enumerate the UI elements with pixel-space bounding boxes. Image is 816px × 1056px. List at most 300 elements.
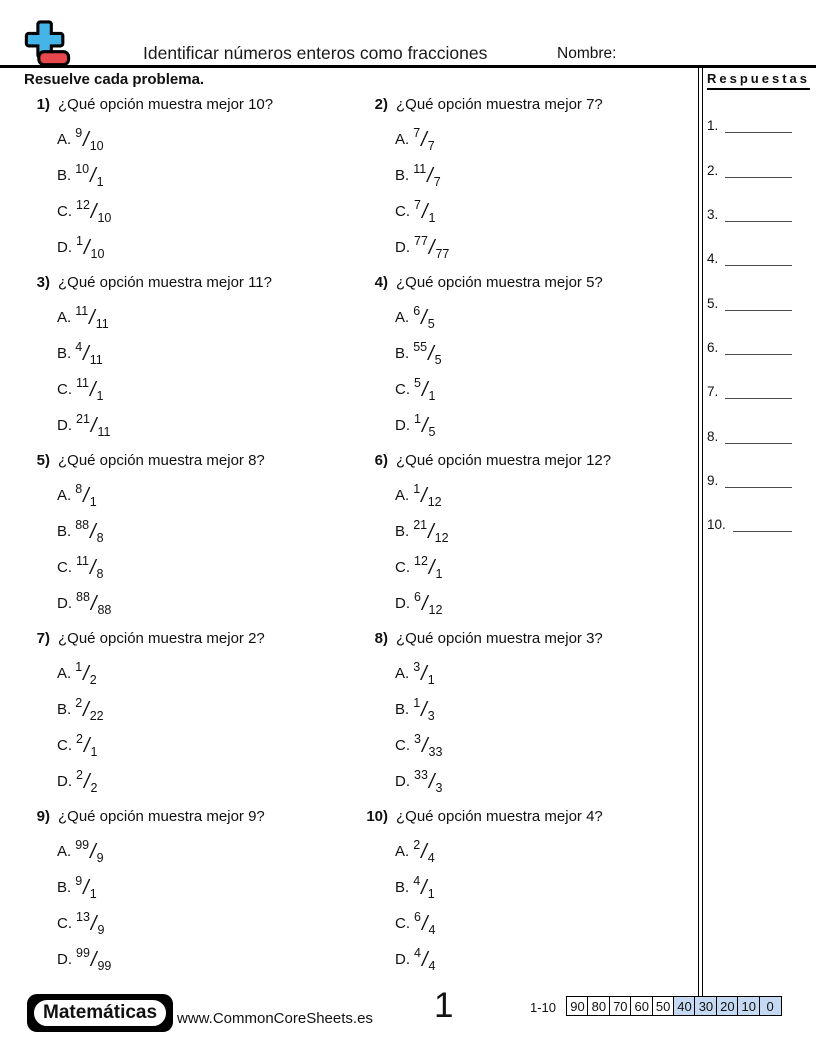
option-letter: D. (57, 238, 72, 256)
option-letter: D. (57, 950, 72, 968)
problem-block (28, 808, 366, 986)
fraction (413, 520, 448, 543)
answer-option (395, 407, 678, 443)
sidebar-divider (698, 68, 703, 996)
fraction (75, 876, 96, 899)
fraction-denominator: 99 (97, 959, 112, 973)
option-letter: A. (395, 486, 410, 504)
fraction-slash-icon: / (421, 876, 427, 899)
fraction-slash-icon: / (421, 200, 428, 223)
option-letter: C. (57, 914, 72, 932)
fraction-slash-icon: / (90, 164, 96, 187)
answer-blank-line (725, 340, 792, 355)
fraction-slash-icon: / (83, 128, 89, 151)
answer-option (57, 477, 366, 513)
problem-block (28, 452, 366, 630)
fraction (413, 306, 434, 329)
fraction (413, 662, 434, 685)
answer-option (395, 193, 678, 229)
option-letter: B. (395, 700, 410, 718)
fraction-denominator: 5 (427, 317, 435, 331)
fraction (75, 484, 96, 507)
minus-icon (39, 52, 69, 65)
option-letter: B. (395, 878, 410, 896)
problem-question: ¿Qué opción muestra mejor 11? (58, 274, 272, 291)
answer-option (57, 513, 366, 549)
fraction-slash-icon: / (90, 200, 97, 223)
fraction-numerator: 99 (75, 838, 90, 852)
fraction (75, 342, 103, 365)
fraction-slash-icon: / (428, 556, 435, 579)
fraction (413, 698, 434, 721)
fraction-denominator: 9 (96, 851, 104, 865)
problem-block (28, 630, 366, 808)
fraction-numerator: 2 (76, 732, 83, 746)
fraction-slash-icon: / (428, 520, 434, 543)
fraction-numerator: 1 (414, 412, 421, 426)
fraction-numerator: 88 (76, 590, 90, 604)
option-letter: A. (57, 308, 72, 326)
header-divider (0, 65, 816, 68)
fraction (76, 592, 111, 615)
problem-number: 8) (374, 630, 388, 647)
answer-option (57, 371, 366, 407)
problem-block (366, 630, 678, 808)
answer-row (707, 322, 792, 366)
answer-option (395, 905, 678, 941)
answer-row (707, 410, 792, 454)
fraction-slash-icon: / (421, 698, 427, 721)
fraction (414, 556, 442, 579)
fraction-numerator: 12 (76, 198, 90, 212)
fraction-numerator: 2 (75, 696, 83, 710)
answer-row-number: 2. (707, 162, 719, 178)
answer-blank-line (725, 118, 792, 133)
problem-question: ¿Qué opción muestra mejor 7? (396, 96, 603, 113)
option-letter: D. (57, 772, 72, 790)
answer-rows (707, 100, 792, 543)
answer-row-number: 10. (707, 517, 726, 533)
fraction-slash-icon: / (83, 876, 89, 899)
answer-option (395, 691, 678, 727)
page-title: Identificar números enteros como fracciones (143, 43, 488, 63)
fraction-slash-icon: / (83, 734, 90, 757)
option-letter: B. (57, 700, 72, 718)
fraction-numerator: 77 (414, 234, 428, 248)
fraction-denominator: 8 (96, 567, 104, 581)
problem-options (57, 833, 366, 977)
fraction-numerator: 7 (414, 198, 421, 212)
fraction (414, 770, 442, 793)
answers-title: Respuestas (707, 71, 810, 90)
option-letter: A. (57, 842, 72, 860)
website-text: www.CommonCoreSheets.es (177, 1010, 373, 1027)
fraction-numerator: 11 (413, 162, 427, 176)
fraction-slash-icon: / (83, 770, 90, 793)
fraction-slash-icon: / (428, 342, 434, 365)
score-cell: 60 (630, 996, 653, 1016)
score-cell: 10 (737, 996, 760, 1016)
answer-option (57, 335, 366, 371)
answer-option (57, 407, 366, 443)
answer-row (707, 455, 792, 499)
problem-number: 5) (36, 452, 50, 469)
answer-blank-line (725, 429, 792, 444)
answer-row-number: 8. (707, 428, 719, 444)
problem-block (366, 96, 678, 274)
score-cell: 30 (694, 996, 717, 1016)
problem-number: 1) (36, 96, 50, 113)
fraction-slash-icon: / (90, 414, 97, 437)
answer-blank-line (725, 473, 792, 488)
fraction-numerator: 1 (413, 696, 421, 710)
fraction-numerator: 88 (75, 518, 90, 532)
fraction-numerator: 9 (75, 874, 83, 888)
fraction-slash-icon: / (83, 236, 90, 259)
answer-option (57, 727, 366, 763)
fraction-numerator: 21 (413, 518, 428, 532)
fraction (413, 484, 441, 507)
fraction-denominator: 1 (89, 887, 97, 901)
answer-option (395, 833, 678, 869)
fraction-numerator: 11 (76, 554, 89, 568)
fraction-numerator: 2 (76, 768, 83, 782)
answer-row (707, 277, 792, 321)
answer-blank-line (733, 517, 792, 532)
fraction (414, 200, 435, 223)
option-letter: D. (395, 238, 410, 256)
fraction-slash-icon: / (90, 912, 97, 935)
fraction-denominator: 4 (427, 851, 435, 865)
problem-number: 3) (36, 274, 50, 291)
fraction-denominator: 7 (427, 139, 435, 153)
fraction-slash-icon: / (421, 378, 428, 401)
fraction-denominator: 3 (427, 709, 435, 723)
option-letter: A. (395, 308, 410, 326)
answer-row-number: 7. (707, 384, 719, 400)
fraction-denominator: 1 (89, 495, 97, 509)
fraction-denominator: 77 (435, 247, 450, 261)
fraction-denominator: 12 (428, 603, 443, 617)
fraction-denominator: 10 (89, 139, 104, 153)
fraction-slash-icon: / (421, 414, 428, 437)
answer-row (707, 499, 792, 543)
fraction-numerator: 10 (75, 162, 90, 176)
fraction-slash-icon: / (83, 662, 89, 685)
fraction-denominator: 1 (435, 567, 443, 581)
fraction-slash-icon: / (428, 770, 435, 793)
score-cell: 90 (566, 996, 589, 1016)
option-letter: A. (395, 130, 410, 148)
fraction-slash-icon: / (89, 378, 96, 401)
problem-block (28, 96, 366, 274)
option-letter: D. (57, 416, 72, 434)
fraction (76, 378, 104, 401)
answers-panel (707, 70, 810, 543)
problem-question: ¿Qué opción muestra mejor 2? (58, 630, 265, 647)
answer-option (395, 121, 678, 157)
problem-number: 2) (374, 96, 388, 113)
answer-option (395, 869, 678, 905)
answer-row-number: 1. (707, 118, 719, 134)
answer-option (395, 371, 678, 407)
fraction (75, 128, 103, 151)
fraction-denominator: 11 (89, 353, 103, 367)
fraction-denominator: 2 (89, 673, 97, 687)
fraction-numerator: 4 (414, 946, 421, 960)
fraction-numerator: 8 (75, 482, 83, 496)
score-key-label: 1-10 (530, 1000, 557, 1015)
option-letter: B. (57, 878, 72, 896)
fraction-numerator: 5 (414, 376, 421, 390)
fraction-numerator: 13 (76, 910, 90, 924)
fraction-slash-icon: / (90, 948, 97, 971)
problem-options (57, 121, 366, 265)
fraction-denominator: 5 (428, 425, 436, 439)
score-cell: 0 (759, 996, 782, 1016)
fraction (413, 128, 434, 151)
fraction-slash-icon: / (421, 484, 427, 507)
name-label: Nombre: (557, 45, 617, 62)
problem-options (57, 299, 366, 443)
fraction-numerator: 3 (413, 660, 421, 674)
fraction-denominator: 1 (90, 745, 98, 759)
option-letter: D. (395, 416, 410, 434)
option-letter: C. (395, 736, 410, 754)
option-letter: D. (395, 950, 410, 968)
option-letter: B. (57, 522, 72, 540)
fraction-numerator: 99 (76, 946, 90, 960)
fraction-denominator: 33 (428, 745, 443, 759)
answer-row (707, 366, 792, 410)
fraction-denominator: 4 (428, 923, 436, 937)
fraction-numerator: 1 (413, 482, 421, 496)
fraction-numerator: 7 (413, 126, 421, 140)
fraction-denominator: 1 (427, 673, 435, 687)
score-cell: 80 (587, 996, 610, 1016)
problem-question: ¿Qué opción muestra mejor 12? (396, 452, 612, 469)
answer-row (707, 144, 792, 188)
commoncoresheets-logo-icon (23, 19, 71, 69)
problem-block (366, 274, 678, 452)
problem-question: ¿Qué opción muestra mejor 4? (396, 808, 603, 825)
fraction-slash-icon: / (90, 840, 96, 863)
fraction-slash-icon: / (428, 236, 435, 259)
answer-option (395, 727, 678, 763)
fraction (76, 770, 97, 793)
fraction-numerator: 4 (75, 340, 83, 354)
answer-option (395, 763, 678, 799)
answer-row (707, 100, 792, 144)
answer-option (57, 655, 366, 691)
answer-option (395, 229, 678, 265)
score-cell: 20 (716, 996, 739, 1016)
fraction-slash-icon: / (421, 840, 427, 863)
answer-option (395, 549, 678, 585)
problem-question: ¿Qué opción muestra mejor 5? (396, 274, 603, 291)
fraction-slash-icon: / (421, 128, 427, 151)
answer-option (395, 477, 678, 513)
problem-block (28, 274, 366, 452)
fraction-slash-icon: / (421, 948, 428, 971)
fraction-denominator: 10 (90, 247, 105, 261)
answer-option (57, 763, 366, 799)
fraction (76, 236, 104, 259)
problem-question: ¿Qué opción muestra mejor 3? (396, 630, 603, 647)
fraction (414, 912, 435, 935)
answer-option (57, 549, 366, 585)
fraction-numerator: 55 (413, 340, 428, 354)
fraction-denominator: 4 (428, 959, 436, 973)
fraction-denominator: 1 (427, 887, 435, 901)
fraction-slash-icon: / (89, 306, 95, 329)
option-letter: C. (395, 380, 410, 398)
problem-number: 9) (36, 808, 50, 825)
option-letter: B. (395, 522, 410, 540)
answer-option (57, 299, 366, 335)
fraction (414, 592, 442, 615)
option-letter: A. (395, 842, 410, 860)
problem-options (395, 121, 678, 265)
fraction-numerator: 6 (414, 590, 421, 604)
problem-options (395, 299, 678, 443)
answer-row (707, 189, 792, 233)
fraction-numerator: 1 (75, 660, 83, 674)
fraction-denominator: 22 (89, 709, 104, 723)
problem-number: 6) (374, 452, 388, 469)
problem-question: ¿Qué opción muestra mejor 9? (58, 808, 265, 825)
answer-row-number: 5. (707, 295, 719, 311)
fraction-numerator: 12 (414, 554, 428, 568)
brand-badge (27, 994, 173, 1032)
fraction-denominator: 1 (96, 175, 104, 189)
answer-blank-line (725, 296, 792, 311)
fraction (76, 734, 97, 757)
fraction-numerator: 21 (76, 412, 90, 426)
fraction-numerator: 1 (76, 234, 83, 248)
fraction (75, 840, 103, 863)
answer-option (395, 585, 678, 621)
fraction (75, 520, 103, 543)
option-letter: A. (57, 130, 72, 148)
answer-blank-line (725, 251, 792, 266)
answer-option (395, 299, 678, 335)
option-letter: B. (395, 344, 410, 362)
problem-options (57, 477, 366, 621)
fraction (76, 556, 104, 579)
fraction-denominator: 7 (433, 175, 441, 189)
problem-question: ¿Qué opción muestra mejor 10? (58, 96, 274, 113)
fraction-denominator: 11 (97, 425, 111, 439)
option-letter: C. (57, 380, 72, 398)
fraction-slash-icon: / (421, 662, 427, 685)
answer-option (57, 869, 366, 905)
answer-option (57, 941, 366, 977)
problem-options (395, 833, 678, 977)
option-letter: A. (395, 664, 410, 682)
option-letter: C. (57, 202, 72, 220)
answer-row-number: 6. (707, 340, 719, 356)
fraction (76, 414, 110, 437)
option-letter: B. (57, 344, 72, 362)
fraction-denominator: 12 (427, 495, 442, 509)
fraction-numerator: 6 (414, 910, 421, 924)
fraction-denominator: 3 (435, 781, 443, 795)
problem-block (366, 452, 678, 630)
answer-option (57, 833, 366, 869)
problems-grid (28, 96, 690, 986)
fraction (414, 414, 435, 437)
option-letter: C. (395, 914, 410, 932)
option-letter: B. (395, 166, 410, 184)
fraction (76, 200, 111, 223)
answer-option (57, 193, 366, 229)
problem-options (395, 477, 678, 621)
fraction-slash-icon: / (421, 912, 428, 935)
fraction-denominator: 2 (90, 781, 98, 795)
score-key-table (566, 996, 782, 1016)
fraction-slash-icon: / (421, 734, 428, 757)
option-letter: D. (395, 594, 410, 612)
fraction-denominator: 5 (434, 353, 442, 367)
fraction-numerator: 9 (75, 126, 83, 140)
fraction-numerator: 3 (414, 732, 421, 746)
answer-option (395, 335, 678, 371)
fraction-denominator: 12 (434, 531, 449, 545)
score-cell: 70 (609, 996, 632, 1016)
fraction-numerator: 11 (76, 376, 89, 390)
fraction-numerator: 33 (414, 768, 428, 782)
answer-option (395, 941, 678, 977)
score-cell: 50 (652, 996, 675, 1016)
fraction-slash-icon: / (83, 484, 89, 507)
fraction (413, 164, 441, 187)
problem-number: 10) (366, 808, 388, 825)
option-letter: C. (57, 736, 72, 754)
fraction (413, 840, 434, 863)
problem-block (366, 808, 678, 986)
answer-row (707, 233, 792, 277)
answer-option (57, 691, 366, 727)
fraction-denominator: 8 (96, 531, 104, 545)
answer-row-number: 4. (707, 251, 719, 267)
option-letter: C. (57, 558, 72, 576)
fraction-denominator: 1 (428, 211, 436, 225)
problem-question: ¿Qué opción muestra mejor 8? (58, 452, 265, 469)
fraction-slash-icon: / (421, 306, 427, 329)
page-number: 1 (434, 986, 454, 1025)
answer-option (57, 585, 366, 621)
fraction-slash-icon: / (89, 556, 96, 579)
fraction (75, 164, 103, 187)
problem-number: 4) (374, 274, 388, 291)
fraction-denominator: 9 (97, 923, 105, 937)
fraction-numerator: 6 (413, 304, 421, 318)
fraction (75, 698, 103, 721)
answer-option (395, 157, 678, 193)
answer-option (57, 157, 366, 193)
fraction-slash-icon: / (90, 520, 96, 543)
fraction (75, 306, 109, 329)
fraction-denominator: 1 (428, 389, 436, 403)
answer-blank-line (725, 207, 792, 222)
problem-options (395, 655, 678, 799)
brand-label: Matemáticas (32, 998, 168, 1028)
answer-blank-line (725, 384, 792, 399)
fraction (76, 912, 104, 935)
answer-option (395, 513, 678, 549)
fraction-denominator: 10 (97, 211, 112, 225)
